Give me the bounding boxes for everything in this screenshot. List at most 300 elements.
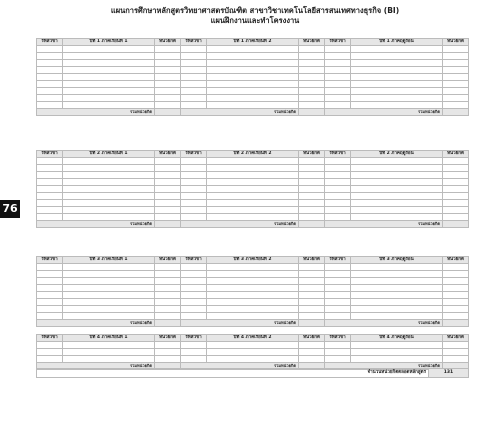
course-name — [63, 186, 155, 193]
course-name — [207, 342, 299, 349]
course-name — [207, 165, 299, 172]
course-code — [37, 67, 63, 74]
course-name — [351, 193, 443, 200]
course-name — [63, 349, 155, 356]
course-name — [351, 102, 443, 109]
course-code — [37, 46, 63, 53]
table-row — [37, 74, 469, 81]
semester-total-value — [299, 221, 325, 228]
course-credits — [443, 306, 469, 313]
course-credits — [155, 53, 181, 60]
course-name — [207, 264, 299, 271]
course-name — [63, 207, 155, 214]
course-code — [181, 74, 207, 81]
semester-total-label: รวมหน่วยกิต — [37, 221, 155, 228]
course-credits — [299, 200, 325, 207]
course-code — [37, 299, 63, 306]
course-code — [181, 299, 207, 306]
course-code — [325, 179, 351, 186]
course-code — [37, 264, 63, 271]
credits-header: หน่วยกิต — [299, 257, 325, 264]
course-code — [37, 172, 63, 179]
course-code — [325, 278, 351, 285]
credits-header: หน่วยกิต — [155, 335, 181, 342]
course-name — [351, 271, 443, 278]
semester-1-header: ปีที่ 3 ภาคเรียนที่ 1 — [63, 257, 155, 264]
course-name — [351, 46, 443, 53]
code-header: รหัสวิชา — [181, 335, 207, 342]
course-name — [207, 349, 299, 356]
course-code — [325, 53, 351, 60]
course-credits — [299, 299, 325, 306]
course-credits — [299, 214, 325, 221]
code-header: รหัสวิชา — [37, 151, 63, 158]
course-credits — [299, 271, 325, 278]
semester-total-value — [443, 221, 469, 228]
course-code — [325, 74, 351, 81]
table-row — [37, 46, 469, 53]
table-row — [37, 264, 469, 271]
credits-header: หน่วยกิต — [443, 39, 469, 46]
course-code — [37, 313, 63, 320]
course-name — [351, 356, 443, 363]
year-3-table — [36, 256, 469, 327]
table-header-row — [37, 335, 469, 342]
course-code — [325, 299, 351, 306]
code-header: รหัสวิชา — [325, 257, 351, 264]
course-name — [63, 53, 155, 60]
course-name — [351, 179, 443, 186]
course-code — [181, 53, 207, 60]
course-name — [63, 214, 155, 221]
course-code — [37, 292, 63, 299]
course-name — [207, 207, 299, 214]
course-name — [351, 67, 443, 74]
course-credits — [299, 186, 325, 193]
course-credits — [299, 46, 325, 53]
code-header: รหัสวิชา — [181, 151, 207, 158]
course-name — [63, 306, 155, 313]
course-code — [37, 74, 63, 81]
course-credits — [443, 264, 469, 271]
course-credits — [155, 299, 181, 306]
course-name — [207, 306, 299, 313]
course-credits — [155, 271, 181, 278]
course-credits — [155, 200, 181, 207]
course-code — [181, 306, 207, 313]
code-header: รหัสวิชา — [37, 335, 63, 342]
course-code — [325, 356, 351, 363]
course-name — [351, 60, 443, 67]
course-credits — [443, 60, 469, 67]
code-header: รหัสวิชา — [325, 335, 351, 342]
course-code — [37, 102, 63, 109]
table-row — [37, 60, 469, 67]
course-name — [207, 172, 299, 179]
course-name — [351, 299, 443, 306]
course-name — [207, 285, 299, 292]
course-name — [207, 74, 299, 81]
course-credits — [443, 278, 469, 285]
code-header: รหัสวิชา — [325, 39, 351, 46]
course-name — [351, 95, 443, 102]
course-code — [325, 186, 351, 193]
course-code — [37, 165, 63, 172]
table-row — [37, 88, 469, 95]
summer-header: ปีที่ 1 ภาคฤดูร้อน — [351, 39, 443, 46]
course-credits — [443, 313, 469, 320]
course-code — [181, 81, 207, 88]
course-credits — [443, 95, 469, 102]
semester-total-value — [299, 320, 325, 327]
course-code — [181, 342, 207, 349]
course-name — [207, 200, 299, 207]
course-name — [351, 186, 443, 193]
course-code — [325, 264, 351, 271]
course-credits — [299, 278, 325, 285]
grand-total-value: 131 — [429, 369, 469, 378]
page-title: แผนการศึกษาหลักสูตรวิทยาศาสตรบัณฑิต สาขาวิชาเทคโนโลยีสารสนเทศทางธุรกิจ (BI) — [110, 6, 400, 15]
course-name — [207, 179, 299, 186]
course-name — [351, 278, 443, 285]
course-credits — [155, 306, 181, 313]
course-code — [37, 186, 63, 193]
course-credits — [443, 53, 469, 60]
course-name — [63, 285, 155, 292]
table-row — [37, 292, 469, 299]
code-header: รหัสวิชา — [37, 39, 63, 46]
course-name — [63, 179, 155, 186]
credits-header: หน่วยกิต — [443, 257, 469, 264]
table-row — [37, 200, 469, 207]
semester-1-header: ปีที่ 1 ภาคเรียนที่ 1 — [63, 39, 155, 46]
course-name — [351, 81, 443, 88]
course-code — [325, 81, 351, 88]
course-name — [351, 285, 443, 292]
course-name — [207, 313, 299, 320]
course-credits — [155, 292, 181, 299]
summer-header: ปีที่ 4 ภาคฤดูร้อน — [351, 335, 443, 342]
course-credits — [155, 60, 181, 67]
course-credits — [155, 95, 181, 102]
course-credits — [443, 172, 469, 179]
course-credits — [443, 271, 469, 278]
course-credits — [299, 102, 325, 109]
course-code — [325, 102, 351, 109]
course-credits — [155, 74, 181, 81]
course-credits — [299, 74, 325, 81]
table-row — [37, 356, 469, 363]
course-name — [207, 299, 299, 306]
page-subtitle: แผนฝึกงานและทำโครงงาน — [210, 16, 300, 25]
course-code — [181, 271, 207, 278]
table-row — [37, 172, 469, 179]
code-header: รหัสวิชา — [325, 151, 351, 158]
course-credits — [299, 158, 325, 165]
course-credits — [299, 67, 325, 74]
course-credits — [299, 356, 325, 363]
semester-total-label: รวมหน่วยกิต — [181, 320, 299, 327]
course-credits — [299, 349, 325, 356]
course-code — [37, 278, 63, 285]
course-name — [63, 278, 155, 285]
semester-total-label: รวมหน่วยกิต — [181, 109, 299, 116]
course-code — [37, 342, 63, 349]
course-code — [181, 264, 207, 271]
course-name — [63, 172, 155, 179]
code-header: รหัสวิชา — [181, 257, 207, 264]
course-credits — [155, 158, 181, 165]
course-name — [207, 271, 299, 278]
course-credits — [299, 88, 325, 95]
year-2-table — [36, 150, 469, 228]
table-header-row — [37, 151, 469, 158]
course-code — [181, 172, 207, 179]
course-credits — [155, 186, 181, 193]
course-credits — [155, 102, 181, 109]
semester-total-row — [37, 109, 469, 116]
course-code — [181, 102, 207, 109]
course-name — [351, 158, 443, 165]
summer-header: ปีที่ 2 ภาคฤดูร้อน — [351, 151, 443, 158]
course-code — [37, 285, 63, 292]
semester-1-header: ปีที่ 2 ภาคเรียนที่ 1 — [63, 151, 155, 158]
course-credits — [155, 46, 181, 53]
course-code — [325, 200, 351, 207]
table-row — [37, 299, 469, 306]
course-name — [63, 81, 155, 88]
credits-header: หน่วยกิต — [155, 39, 181, 46]
course-credits — [443, 74, 469, 81]
year-4-table — [36, 334, 469, 370]
course-code — [181, 285, 207, 292]
course-name — [207, 193, 299, 200]
table-row — [37, 214, 469, 221]
course-code — [181, 200, 207, 207]
course-name — [351, 53, 443, 60]
course-name — [207, 88, 299, 95]
course-name — [63, 74, 155, 81]
course-code — [325, 313, 351, 320]
course-code — [37, 207, 63, 214]
course-credits — [299, 285, 325, 292]
course-credits — [155, 349, 181, 356]
course-code — [181, 46, 207, 53]
course-credits — [443, 193, 469, 200]
course-name — [207, 53, 299, 60]
course-credits — [299, 95, 325, 102]
course-credits — [299, 179, 325, 186]
course-credits — [299, 193, 325, 200]
semester-total-label: รวมหน่วยกิต — [37, 320, 155, 327]
table-row — [37, 193, 469, 200]
course-credits — [443, 179, 469, 186]
course-credits — [299, 264, 325, 271]
semester-total-value — [443, 109, 469, 116]
course-name — [351, 172, 443, 179]
course-credits — [443, 88, 469, 95]
course-name — [63, 342, 155, 349]
course-credits — [299, 53, 325, 60]
course-code — [325, 172, 351, 179]
semester-total-label: รวมหน่วยกิต — [37, 109, 155, 116]
table-row — [37, 278, 469, 285]
course-credits — [443, 299, 469, 306]
course-name — [351, 264, 443, 271]
table-row — [37, 313, 469, 320]
year-1-table — [36, 38, 469, 116]
table-row — [37, 102, 469, 109]
semester-total-label: รวมหน่วยกิต — [325, 109, 443, 116]
course-name — [63, 271, 155, 278]
course-code — [37, 193, 63, 200]
course-code — [325, 214, 351, 221]
grand-total-row — [36, 368, 469, 378]
course-name — [207, 356, 299, 363]
course-code — [37, 306, 63, 313]
semester-total-label: รวมหน่วยกิต — [181, 363, 299, 370]
course-code — [37, 88, 63, 95]
course-code — [181, 165, 207, 172]
course-credits — [443, 214, 469, 221]
course-name — [63, 165, 155, 172]
course-code — [325, 88, 351, 95]
semester-total-value — [155, 109, 181, 116]
course-name — [63, 67, 155, 74]
course-name — [63, 46, 155, 53]
course-credits — [155, 313, 181, 320]
course-credits — [299, 306, 325, 313]
course-name — [63, 95, 155, 102]
course-credits — [299, 207, 325, 214]
course-code — [37, 214, 63, 221]
table-row — [37, 186, 469, 193]
course-name — [207, 278, 299, 285]
course-code — [181, 60, 207, 67]
course-credits — [299, 172, 325, 179]
course-name — [63, 60, 155, 67]
semester-total-value — [443, 320, 469, 327]
course-credits — [443, 165, 469, 172]
course-name — [63, 264, 155, 271]
course-name — [207, 102, 299, 109]
semester-2-header: ปีที่ 2 ภาคเรียนที่ 2 — [207, 151, 299, 158]
table-row — [37, 81, 469, 88]
course-credits — [155, 193, 181, 200]
course-name — [207, 81, 299, 88]
course-credits — [155, 278, 181, 285]
title-block — [40, 6, 470, 26]
course-code — [325, 271, 351, 278]
table-row — [37, 342, 469, 349]
course-name — [207, 67, 299, 74]
course-code — [37, 349, 63, 356]
code-header: รหัสวิชา — [181, 39, 207, 46]
course-code — [325, 292, 351, 299]
course-name — [207, 186, 299, 193]
course-credits — [155, 165, 181, 172]
course-name — [207, 60, 299, 67]
table-row — [37, 271, 469, 278]
course-name — [63, 292, 155, 299]
course-code — [37, 60, 63, 67]
course-name — [63, 200, 155, 207]
course-credits — [155, 81, 181, 88]
semester-2-header: ปีที่ 1 ภาคเรียนที่ 2 — [207, 39, 299, 46]
table-header-row — [37, 257, 469, 264]
course-name — [207, 292, 299, 299]
course-code — [37, 356, 63, 363]
course-code — [37, 81, 63, 88]
course-credits — [155, 285, 181, 292]
course-name — [207, 46, 299, 53]
semester-total-row — [37, 221, 469, 228]
page-number-tab: 76 — [0, 200, 20, 218]
course-credits — [299, 165, 325, 172]
course-code — [325, 95, 351, 102]
course-name — [351, 342, 443, 349]
table-row — [37, 165, 469, 172]
course-credits — [155, 264, 181, 271]
course-credits — [443, 342, 469, 349]
course-credits — [443, 67, 469, 74]
course-code — [325, 285, 351, 292]
table-row — [37, 179, 469, 186]
course-credits — [443, 292, 469, 299]
course-credits — [443, 356, 469, 363]
credits-header: หน่วยกิต — [155, 151, 181, 158]
semester-total-label: รวมหน่วยกิต — [37, 363, 155, 370]
code-header: รหัสวิชา — [37, 257, 63, 264]
course-credits — [299, 342, 325, 349]
semester-total-label: รวมหน่วยกิต — [181, 221, 299, 228]
course-name — [351, 74, 443, 81]
course-code — [37, 200, 63, 207]
course-name — [351, 207, 443, 214]
table-row — [37, 95, 469, 102]
course-credits — [155, 207, 181, 214]
course-credits — [443, 200, 469, 207]
course-name — [351, 165, 443, 172]
course-code — [325, 60, 351, 67]
table-row — [37, 53, 469, 60]
course-code — [181, 186, 207, 193]
course-code — [325, 67, 351, 74]
course-name — [207, 95, 299, 102]
course-code — [181, 313, 207, 320]
credits-header: หน่วยกิต — [299, 39, 325, 46]
semester-2-header: ปีที่ 4 ภาคเรียนที่ 2 — [207, 335, 299, 342]
course-name — [351, 200, 443, 207]
table-row — [37, 158, 469, 165]
course-code — [325, 165, 351, 172]
course-code — [37, 53, 63, 60]
course-name — [351, 313, 443, 320]
course-credits — [443, 81, 469, 88]
course-code — [181, 356, 207, 363]
semester-1-header: ปีที่ 4 ภาคเรียนที่ 1 — [63, 335, 155, 342]
semester-total-value — [155, 320, 181, 327]
credits-header: หน่วยกิต — [299, 335, 325, 342]
course-name — [207, 214, 299, 221]
table-row — [37, 67, 469, 74]
course-credits — [443, 349, 469, 356]
course-code — [37, 179, 63, 186]
course-credits — [299, 313, 325, 320]
course-code — [37, 95, 63, 102]
semester-total-row — [37, 320, 469, 327]
course-name — [63, 102, 155, 109]
